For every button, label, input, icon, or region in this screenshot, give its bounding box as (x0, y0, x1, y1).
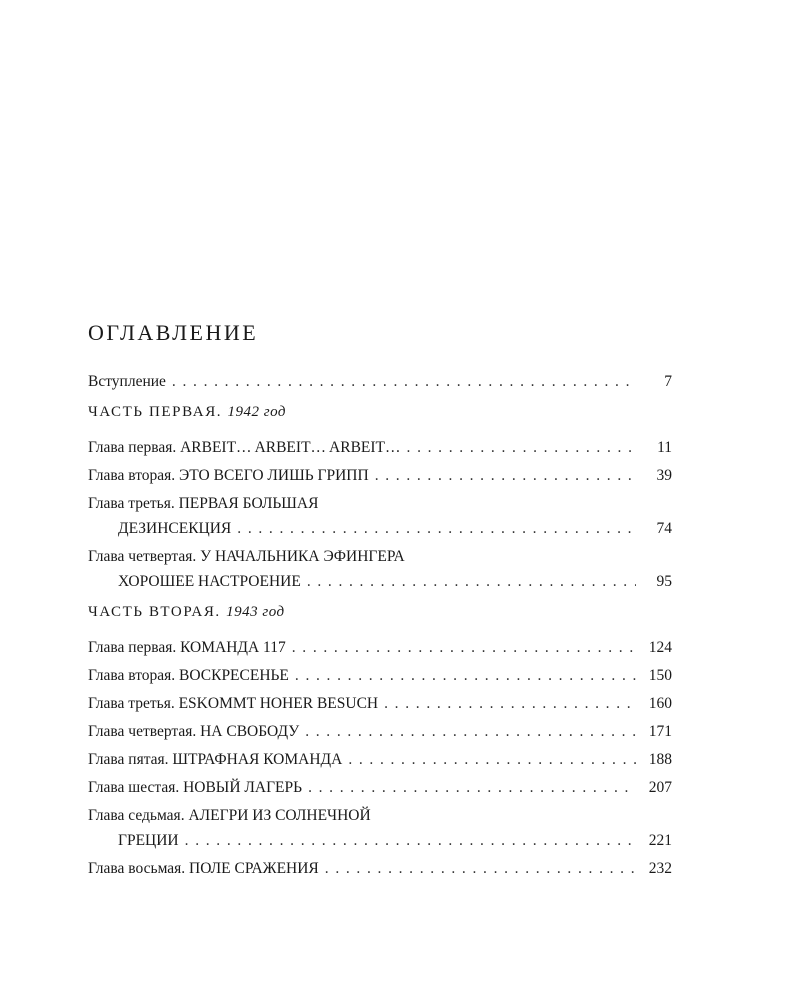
dot-leader (292, 638, 636, 658)
dot-leader (325, 859, 636, 879)
part-year: 1942 год (227, 404, 287, 420)
toc-entry (88, 750, 672, 770)
part-year: 1943 год (226, 604, 285, 620)
table-of-contents (88, 372, 672, 887)
page-title: ОГЛАВЛЕНИЕ (88, 320, 259, 345)
toc-entry-label: Глава третья. ПЕРВАЯ БОЛЬШАЯ (88, 495, 319, 512)
toc-entry-label: Глава первая. ARBEIT… ARBEIT… ARBEIT… (88, 439, 401, 456)
dot-leader (375, 466, 636, 486)
toc-entry-label: Глава вторая. ЭТО ВСЕГО ЛИШЬ ГРИПП (88, 467, 369, 484)
toc-entry-label: Глава восьмая. ПОЛЕ СРАЖЕНИЯ (88, 860, 319, 877)
dot-leader (384, 694, 636, 714)
toc-page-number: 188 (648, 751, 672, 768)
toc-entry-label-continued: ГРЕЦИИ (118, 832, 179, 849)
toc-entry-label: Глава седьмая. АЛЕГРИ ИЗ СОЛНЕЧНОЙ (88, 807, 371, 824)
toc-entry (88, 806, 672, 851)
dot-leader (307, 572, 636, 592)
dot-leader (407, 438, 636, 458)
toc-page-number: 74 (656, 520, 672, 537)
toc-page-number: 7 (664, 373, 672, 390)
toc-entry-label: Глава шестая. НОВЫЙ ЛАГЕРЬ (88, 779, 303, 796)
toc-entry (88, 666, 672, 686)
toc-entry (88, 494, 672, 539)
toc-entry-label: Глава четвертая. НА СВОБОДУ (88, 723, 300, 740)
toc-entry-intro (88, 372, 672, 392)
toc-entry-label: Глава четвертая. У НАЧАЛЬНИКА ЭФИНГЕРА (88, 548, 405, 565)
toc-entry (88, 694, 672, 714)
toc-page-number: 160 (648, 695, 672, 712)
toc-entry (88, 859, 672, 879)
toc-page-number: 221 (648, 832, 672, 849)
toc-page-number: 150 (648, 667, 672, 684)
toc-entry-label-continued: ДЕЗИНСЕКЦИЯ (118, 520, 232, 537)
part-heading-2 (88, 602, 672, 622)
toc-entry (88, 547, 672, 592)
toc-page-number: 207 (648, 779, 672, 796)
dot-leader (172, 372, 636, 392)
dot-leader (348, 750, 636, 770)
toc-entry-label: Вступление (88, 373, 166, 390)
toc-entry-label: Глава вторая. ВОСКРЕСЕНЬЕ (88, 667, 289, 684)
toc-page-number: 171 (648, 723, 672, 740)
part-label: ЧАСТЬ ВТОРАЯ. (88, 604, 221, 620)
dot-leader (295, 666, 636, 686)
toc-page-number: 124 (648, 639, 672, 656)
toc-entry-label-continued: ХОРОШЕЕ НАСТРОЕНИЕ (118, 573, 301, 590)
toc-entry (88, 638, 672, 658)
toc-entry (88, 466, 672, 486)
toc-page-number: 39 (656, 467, 672, 484)
dot-leader (308, 778, 636, 798)
toc-entry (88, 438, 672, 458)
toc-page-number: 232 (648, 860, 672, 877)
toc-entry-label: Глава пятая. ШТРАФНАЯ КОМАНДА (88, 751, 343, 768)
toc-entry-label: Глава третья. ESKOMMT HOHER BESUCH (88, 695, 379, 712)
toc-entry (88, 778, 672, 798)
dot-leader (185, 831, 636, 851)
dot-leader (305, 722, 636, 742)
toc-entry (88, 722, 672, 742)
toc-entry-label: Глава первая. КОМАНДА 117 (88, 639, 286, 656)
dot-leader (237, 519, 636, 539)
part-heading-1 (88, 402, 672, 422)
toc-page-number: 95 (656, 573, 672, 590)
toc-page-number: 11 (657, 439, 672, 456)
part-label: ЧАСТЬ ПЕРВАЯ. (88, 404, 223, 420)
